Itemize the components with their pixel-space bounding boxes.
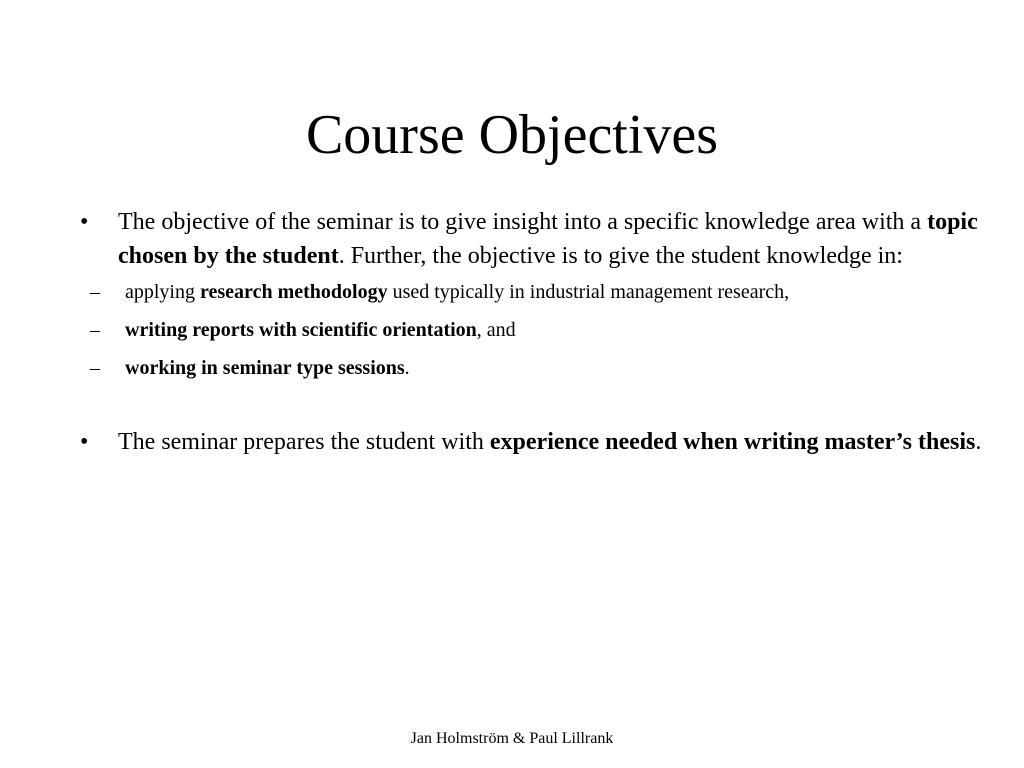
sub-bullet-text: used typically in industrial management research, — [387, 281, 790, 303]
sub-bullet-research-methodology — [80, 277, 1000, 308]
bullet-marker: • — [80, 429, 89, 455]
sub-bullet-marker: – — [90, 281, 100, 303]
bullet-emphasis: topic chosen by the student — [118, 209, 978, 269]
bullet-item-objective — [80, 205, 1000, 273]
sub-bullet-text: , and — [476, 319, 516, 341]
sub-bullet-text: . — [404, 357, 410, 379]
bullet-text: The objective of the seminar is to give insight into a specific knowledge area with a — [118, 209, 928, 235]
bullet-text: The seminar prepares the student with — [118, 429, 490, 455]
sub-bullet-writing-reports — [80, 315, 1000, 346]
slide-title: Course Objectives — [305, 104, 719, 166]
bullet-list — [80, 205, 1000, 459]
bullet-item-preparation — [80, 425, 1000, 459]
sub-bullet-emphasis: research methodology — [200, 281, 388, 303]
bullet-marker: • — [80, 209, 89, 235]
sub-bullet-marker: – — [90, 357, 100, 379]
sub-bullet-emphasis: writing reports with scientific orientation — [125, 319, 477, 341]
sub-bullet-text: applying — [125, 281, 200, 303]
sub-bullet-list — [80, 277, 1000, 384]
bullet-emphasis: experience needed when writing master’s thesis — [489, 429, 976, 455]
sub-bullet-emphasis: working in seminar type sessions — [125, 357, 405, 379]
sub-bullet-seminar-sessions — [80, 353, 1000, 384]
sub-bullet-marker: – — [90, 319, 100, 341]
bullet-text: . — [975, 429, 982, 455]
bullet-text: . Further, the objective is to give the student knowledge in: — [338, 243, 903, 269]
spacer — [80, 391, 1000, 425]
slide-footer-authors: Jan Holmström & Paul Lillrank — [410, 730, 614, 747]
